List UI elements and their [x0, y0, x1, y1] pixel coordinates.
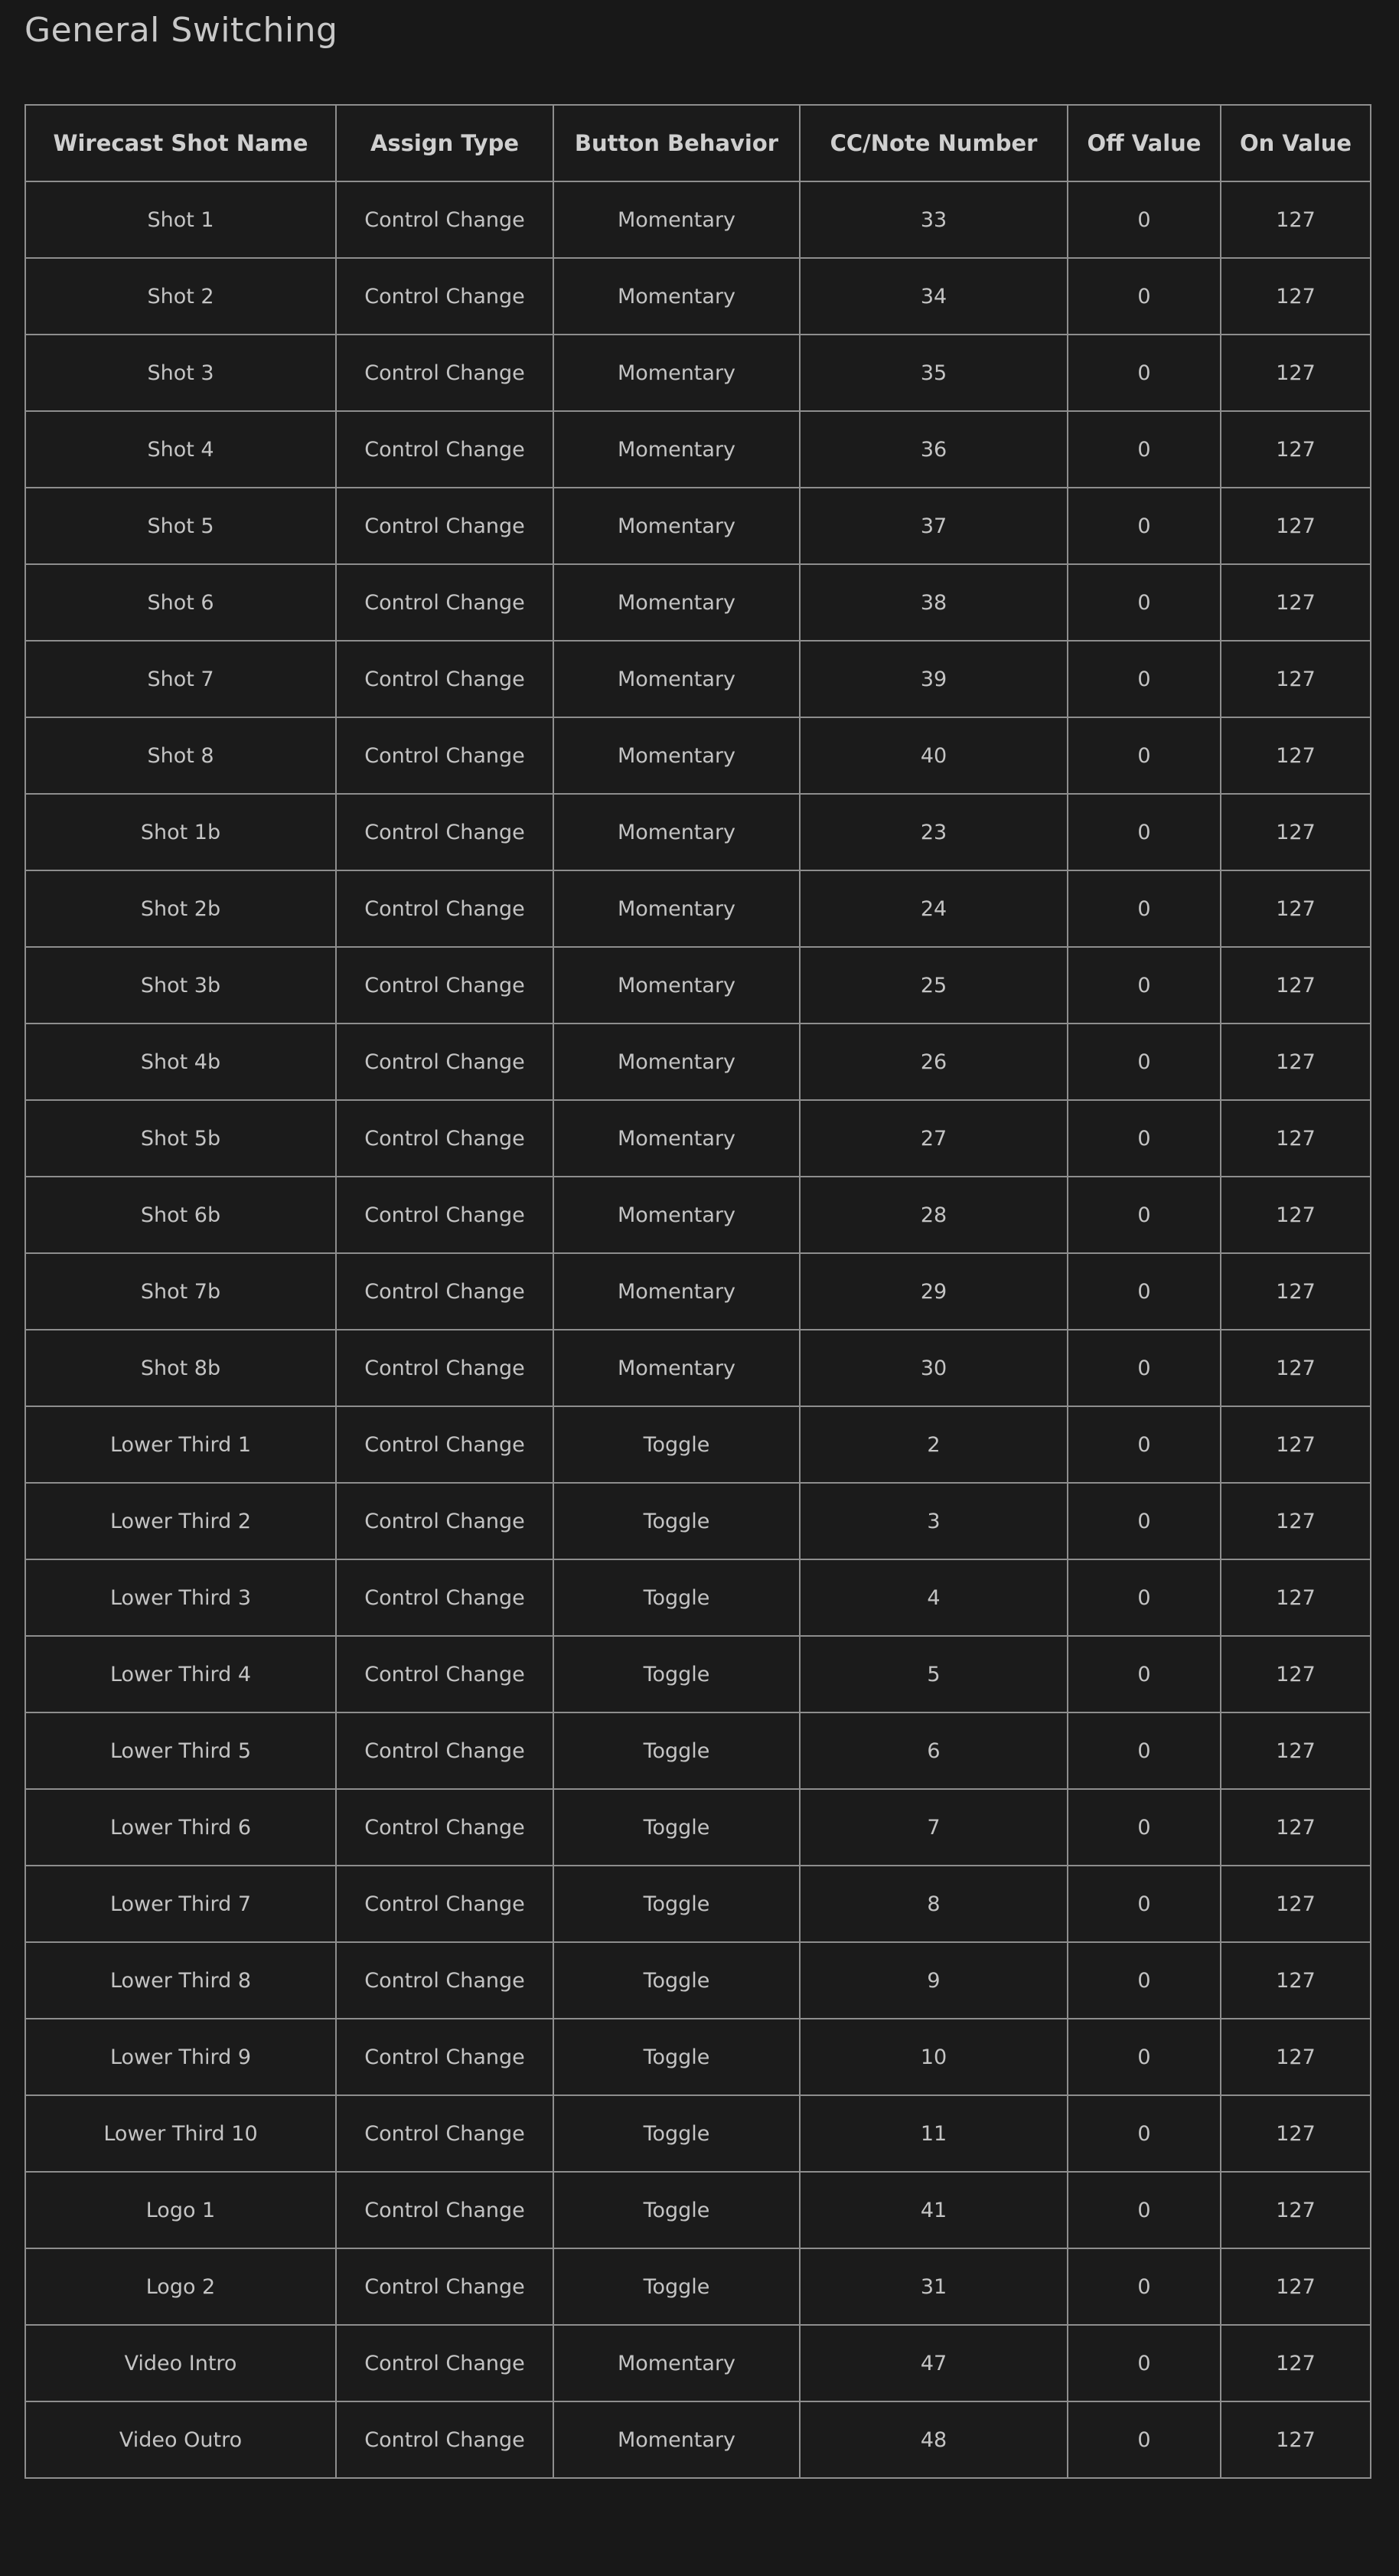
cc-note-number-cell: 23: [800, 794, 1068, 870]
on-value-cell: 127: [1221, 411, 1371, 488]
button-behavior-cell: Momentary: [553, 2401, 800, 2478]
cc-note-number-cell: 4: [800, 1559, 1068, 1636]
off-value-cell: 0: [1068, 1789, 1221, 1866]
on-value-cell: 127: [1221, 2401, 1371, 2478]
assign-type-cell: Control Change: [336, 1559, 553, 1636]
cc-note-number-cell: 39: [800, 641, 1068, 717]
cc-note-number-cell: 8: [800, 1866, 1068, 1942]
shot-name-cell: Shot 6b: [25, 1177, 336, 1253]
assign-type-cell: Control Change: [336, 1177, 553, 1253]
off-value-cell: 0: [1068, 870, 1221, 947]
shot-name-cell: Shot 3: [25, 335, 336, 411]
on-value-cell: 127: [1221, 181, 1371, 258]
off-value-cell: 0: [1068, 1330, 1221, 1406]
on-value-cell: 127: [1221, 1330, 1371, 1406]
cc-note-number-cell: 48: [800, 2401, 1068, 2478]
assign-type-cell: Control Change: [336, 411, 553, 488]
button-behavior-cell: Momentary: [553, 1330, 800, 1406]
table-row: [25, 1253, 1371, 1330]
off-value-cell: 0: [1068, 1866, 1221, 1942]
shot-name-cell: Shot 8: [25, 717, 336, 794]
button-behavior-cell: Toggle: [553, 2172, 800, 2248]
off-value-cell: 0: [1068, 411, 1221, 488]
cc-note-number-cell: 28: [800, 1177, 1068, 1253]
cc-note-number-cell: 2: [800, 1406, 1068, 1483]
on-value-cell: 127: [1221, 2095, 1371, 2172]
button-behavior-cell: Toggle: [553, 1712, 800, 1789]
on-value-cell: 127: [1221, 1712, 1371, 1789]
shot-name-cell: Shot 3b: [25, 947, 336, 1024]
table-row: [25, 258, 1371, 335]
cc-note-number-cell: 40: [800, 717, 1068, 794]
shot-name-cell: Shot 5b: [25, 1100, 336, 1177]
on-value-cell: 127: [1221, 870, 1371, 947]
shot-name-cell: Lower Third 6: [25, 1789, 336, 1866]
shot-name-cell: Shot 7b: [25, 1253, 336, 1330]
on-value-cell: 127: [1221, 1942, 1371, 2019]
off-value-cell: 0: [1068, 1177, 1221, 1253]
table-row: [25, 488, 1371, 564]
off-value-cell: 0: [1068, 1253, 1221, 1330]
on-value-cell: 127: [1221, 1559, 1371, 1636]
table-row: [25, 181, 1371, 258]
on-value-cell: 127: [1221, 947, 1371, 1024]
button-behavior-cell: Momentary: [553, 488, 800, 564]
on-value-cell: 127: [1221, 2248, 1371, 2325]
off-value-cell: 0: [1068, 717, 1221, 794]
assign-type-cell: Control Change: [336, 258, 553, 335]
cc-note-number-cell: 33: [800, 181, 1068, 258]
on-value-cell: 127: [1221, 1100, 1371, 1177]
assign-type-cell: Control Change: [336, 1712, 553, 1789]
assign-type-cell: Control Change: [336, 1866, 553, 1942]
table-row: [25, 2248, 1371, 2325]
assign-type-cell: Control Change: [336, 1636, 553, 1712]
off-value-cell: 0: [1068, 1406, 1221, 1483]
shot-name-cell: Lower Third 10: [25, 2095, 336, 2172]
on-value-cell: 127: [1221, 1866, 1371, 1942]
assign-type-cell: Control Change: [336, 1406, 553, 1483]
header-cc-note-number: CC/Note Number: [800, 105, 1068, 181]
header-button-behavior: Button Behavior: [553, 105, 800, 181]
shot-name-cell: Lower Third 4: [25, 1636, 336, 1712]
off-value-cell: 0: [1068, 564, 1221, 641]
assign-type-cell: Control Change: [336, 1789, 553, 1866]
cc-note-number-cell: 29: [800, 1253, 1068, 1330]
table-row: [25, 1559, 1371, 1636]
table-row: [25, 947, 1371, 1024]
shot-name-cell: Logo 1: [25, 2172, 336, 2248]
table-row: [25, 411, 1371, 488]
assign-type-cell: Control Change: [336, 181, 553, 258]
assign-type-cell: Control Change: [336, 1942, 553, 2019]
table-row: [25, 1866, 1371, 1942]
on-value-cell: 127: [1221, 335, 1371, 411]
cc-note-number-cell: 38: [800, 564, 1068, 641]
button-behavior-cell: Toggle: [553, 2019, 800, 2095]
button-behavior-cell: Toggle: [553, 1942, 800, 2019]
shot-name-cell: Logo 2: [25, 2248, 336, 2325]
button-behavior-cell: Toggle: [553, 1789, 800, 1866]
on-value-cell: 127: [1221, 641, 1371, 717]
table-row: [25, 2172, 1371, 2248]
button-behavior-cell: Momentary: [553, 411, 800, 488]
on-value-cell: 127: [1221, 717, 1371, 794]
button-behavior-cell: Toggle: [553, 1406, 800, 1483]
off-value-cell: 0: [1068, 1636, 1221, 1712]
on-value-cell: 127: [1221, 1024, 1371, 1100]
table-row: [25, 1636, 1371, 1712]
off-value-cell: 0: [1068, 258, 1221, 335]
cc-note-number-cell: 36: [800, 411, 1068, 488]
button-behavior-cell: Momentary: [553, 1177, 800, 1253]
off-value-cell: 0: [1068, 641, 1221, 717]
shot-name-cell: Shot 4b: [25, 1024, 336, 1100]
assign-type-cell: Control Change: [336, 947, 553, 1024]
table-row: [25, 2019, 1371, 2095]
assign-type-cell: Control Change: [336, 2248, 553, 2325]
cc-note-number-cell: 6: [800, 1712, 1068, 1789]
table-row: [25, 1712, 1371, 1789]
assign-type-cell: Control Change: [336, 641, 553, 717]
on-value-cell: 127: [1221, 1406, 1371, 1483]
cc-note-number-cell: 30: [800, 1330, 1068, 1406]
cc-note-number-cell: 11: [800, 2095, 1068, 2172]
table-row: [25, 564, 1371, 641]
cc-note-number-cell: 24: [800, 870, 1068, 947]
assign-type-cell: Control Change: [336, 717, 553, 794]
table-header: [25, 105, 1371, 181]
button-behavior-cell: Momentary: [553, 181, 800, 258]
table-row: [25, 870, 1371, 947]
off-value-cell: 0: [1068, 1483, 1221, 1559]
table-row: [25, 1789, 1371, 1866]
assign-type-cell: Control Change: [336, 2325, 553, 2401]
table-row: [25, 641, 1371, 717]
assign-type-cell: Control Change: [336, 2172, 553, 2248]
cc-note-number-cell: 47: [800, 2325, 1068, 2401]
off-value-cell: 0: [1068, 1712, 1221, 1789]
shot-name-cell: Shot 5: [25, 488, 336, 564]
table-row: [25, 794, 1371, 870]
on-value-cell: 127: [1221, 258, 1371, 335]
off-value-cell: 0: [1068, 2095, 1221, 2172]
on-value-cell: 127: [1221, 2019, 1371, 2095]
table-row: [25, 1100, 1371, 1177]
shot-name-cell: Shot 2b: [25, 870, 336, 947]
on-value-cell: 127: [1221, 1177, 1371, 1253]
assign-type-cell: Control Change: [336, 794, 553, 870]
cc-note-number-cell: 34: [800, 258, 1068, 335]
off-value-cell: 0: [1068, 1559, 1221, 1636]
on-value-cell: 127: [1221, 794, 1371, 870]
assign-type-cell: Control Change: [336, 1330, 553, 1406]
off-value-cell: 0: [1068, 2019, 1221, 2095]
assign-type-cell: Control Change: [336, 1483, 553, 1559]
off-value-cell: 0: [1068, 488, 1221, 564]
off-value-cell: 0: [1068, 1024, 1221, 1100]
shot-name-cell: Shot 1: [25, 181, 336, 258]
button-behavior-cell: Momentary: [553, 1253, 800, 1330]
on-value-cell: 127: [1221, 2172, 1371, 2248]
on-value-cell: 127: [1221, 488, 1371, 564]
button-behavior-cell: Momentary: [553, 641, 800, 717]
shot-name-cell: Shot 1b: [25, 794, 336, 870]
assign-type-cell: Control Change: [336, 2019, 553, 2095]
table-row: [25, 2095, 1371, 2172]
assign-type-cell: Control Change: [336, 488, 553, 564]
cc-note-number-cell: 5: [800, 1636, 1068, 1712]
cc-note-number-cell: 31: [800, 2248, 1068, 2325]
assign-type-cell: Control Change: [336, 1253, 553, 1330]
header-shot-name: Wirecast Shot Name: [25, 105, 336, 181]
cc-note-number-cell: 10: [800, 2019, 1068, 2095]
cc-note-number-cell: 35: [800, 335, 1068, 411]
on-value-cell: 127: [1221, 564, 1371, 641]
cc-note-number-cell: 27: [800, 1100, 1068, 1177]
assign-type-cell: Control Change: [336, 2095, 553, 2172]
button-behavior-cell: Momentary: [553, 947, 800, 1024]
shot-name-cell: Lower Third 1: [25, 1406, 336, 1483]
cc-note-number-cell: 37: [800, 488, 1068, 564]
button-behavior-cell: Toggle: [553, 1636, 800, 1712]
shot-name-cell: Lower Third 2: [25, 1483, 336, 1559]
shot-name-cell: Video Intro: [25, 2325, 336, 2401]
off-value-cell: 0: [1068, 2401, 1221, 2478]
on-value-cell: 127: [1221, 2325, 1371, 2401]
shot-name-cell: Shot 2: [25, 258, 336, 335]
shot-name-cell: Lower Third 5: [25, 1712, 336, 1789]
header-row: [25, 105, 1371, 181]
assign-type-cell: Control Change: [336, 1100, 553, 1177]
table-row: [25, 717, 1371, 794]
assign-type-cell: Control Change: [336, 335, 553, 411]
cc-note-number-cell: 26: [800, 1024, 1068, 1100]
button-behavior-cell: Toggle: [553, 2248, 800, 2325]
button-behavior-cell: Momentary: [553, 794, 800, 870]
off-value-cell: 0: [1068, 2172, 1221, 2248]
page-title: General Switching: [24, 11, 338, 50]
cc-note-number-cell: 7: [800, 1789, 1068, 1866]
on-value-cell: 127: [1221, 1253, 1371, 1330]
assign-type-cell: Control Change: [336, 1024, 553, 1100]
header-on-value: On Value: [1221, 105, 1371, 181]
table-row: [25, 2325, 1371, 2401]
shot-name-cell: Lower Third 3: [25, 1559, 336, 1636]
button-behavior-cell: Momentary: [553, 335, 800, 411]
shot-name-cell: Shot 6: [25, 564, 336, 641]
button-behavior-cell: Momentary: [553, 2325, 800, 2401]
table-row: [25, 1942, 1371, 2019]
table-row: [25, 335, 1371, 411]
table-row: [25, 1330, 1371, 1406]
shot-name-cell: Lower Third 9: [25, 2019, 336, 2095]
on-value-cell: 127: [1221, 1483, 1371, 1559]
on-value-cell: 127: [1221, 1789, 1371, 1866]
off-value-cell: 0: [1068, 1942, 1221, 2019]
table-body: [25, 181, 1371, 2478]
cc-note-number-cell: 9: [800, 1942, 1068, 2019]
button-behavior-cell: Momentary: [553, 717, 800, 794]
button-behavior-cell: Toggle: [553, 1483, 800, 1559]
shot-name-cell: Lower Third 8: [25, 1942, 336, 2019]
off-value-cell: 0: [1068, 2325, 1221, 2401]
assign-type-cell: Control Change: [336, 870, 553, 947]
off-value-cell: 0: [1068, 2248, 1221, 2325]
midi-mapping-table: [24, 104, 1371, 2479]
shot-name-cell: Video Outro: [25, 2401, 336, 2478]
off-value-cell: 0: [1068, 1100, 1221, 1177]
table-row: [25, 2401, 1371, 2478]
table-row: [25, 1024, 1371, 1100]
button-behavior-cell: Toggle: [553, 2095, 800, 2172]
off-value-cell: 0: [1068, 947, 1221, 1024]
shot-name-cell: Shot 4: [25, 411, 336, 488]
off-value-cell: 0: [1068, 181, 1221, 258]
button-behavior-cell: Momentary: [553, 870, 800, 947]
table-row: [25, 1406, 1371, 1483]
shot-name-cell: Shot 8b: [25, 1330, 336, 1406]
cc-note-number-cell: 25: [800, 947, 1068, 1024]
cc-note-number-cell: 41: [800, 2172, 1068, 2248]
button-behavior-cell: Momentary: [553, 1100, 800, 1177]
assign-type-cell: Control Change: [336, 2401, 553, 2478]
button-behavior-cell: Momentary: [553, 1024, 800, 1100]
table-row: [25, 1483, 1371, 1559]
header-off-value: Off Value: [1068, 105, 1221, 181]
cc-note-number-cell: 3: [800, 1483, 1068, 1559]
shot-name-cell: Shot 7: [25, 641, 336, 717]
off-value-cell: 0: [1068, 335, 1221, 411]
header-assign-type: Assign Type: [336, 105, 553, 181]
assign-type-cell: Control Change: [336, 564, 553, 641]
on-value-cell: 127: [1221, 1636, 1371, 1712]
button-behavior-cell: Momentary: [553, 258, 800, 335]
button-behavior-cell: Momentary: [553, 564, 800, 641]
shot-name-cell: Lower Third 7: [25, 1866, 336, 1942]
table-row: [25, 1177, 1371, 1253]
button-behavior-cell: Toggle: [553, 1559, 800, 1636]
button-behavior-cell: Toggle: [553, 1866, 800, 1942]
off-value-cell: 0: [1068, 794, 1221, 870]
